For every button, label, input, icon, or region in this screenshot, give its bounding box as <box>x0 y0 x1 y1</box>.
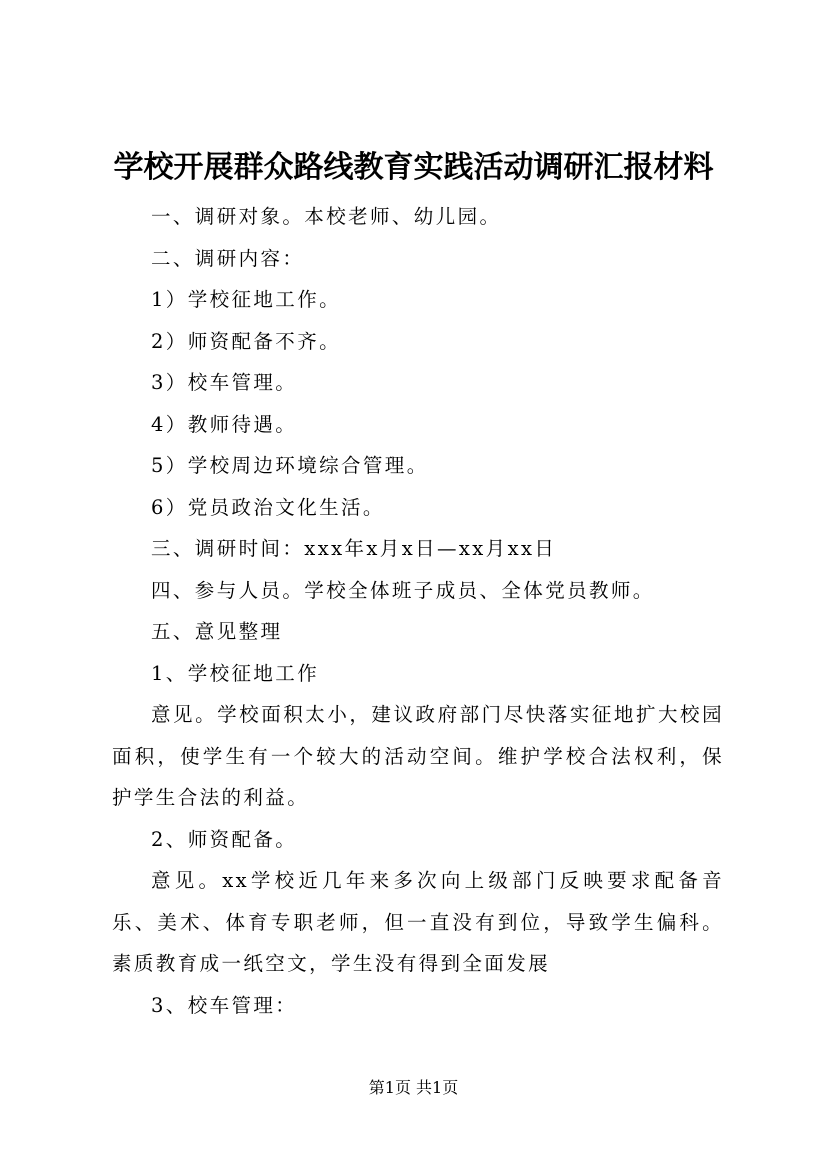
document-title: 学校开展群众路线教育实践活动调研汇报材料 <box>113 150 714 185</box>
paragraph-opinion: 意见。xx学校近几年来多次向上级部门反映要求配备音乐、美术、体育专职老师，但一直没有到位，导致学生偏科。素质教育成一纸空文，学生没有得到全面发展 <box>112 869 724 975</box>
paragraph-survey-target: 一、调研对象。本校老师、幼儿园。 <box>151 205 502 228</box>
section-heading-opinions: 五、意见整理 <box>151 620 283 643</box>
page-footer: 第1页 共1页 <box>368 1078 459 1097</box>
paragraph-survey-content-heading: 二、调研内容： <box>151 246 305 270</box>
list-item: 1）学校征地工作。 <box>151 288 342 311</box>
list-item: 6）党员政治文化生活。 <box>151 495 385 519</box>
document-body <box>112 196 724 1026</box>
list-item: 2）师资配备不齐。 <box>151 329 342 353</box>
paragraph-opinion: 意见。学校面积太小，建议政府部门尽快落实征地扩大校园面积，使学生有一个较大的活动空间。维护学校合法权利，保护学生合法的利益。 <box>112 703 724 809</box>
list-item: 4）教师待遇。 <box>151 412 298 436</box>
subsection-heading: 3、校车管理： <box>151 993 298 1017</box>
subsection-heading: 1、学校征地工作 <box>151 661 320 685</box>
paragraph-survey-time: 三、调研时间：xxx年x月x日—xx月xx日 <box>151 537 557 560</box>
list-item: 3）校车管理。 <box>151 371 298 394</box>
subsection-heading: 2、师资配备。 <box>151 827 298 851</box>
paragraph-participants: 四、参与人员。学校全体班子成员、全体党员教师。 <box>151 578 655 602</box>
list-item: 5）学校周边环境综合管理。 <box>151 454 429 477</box>
